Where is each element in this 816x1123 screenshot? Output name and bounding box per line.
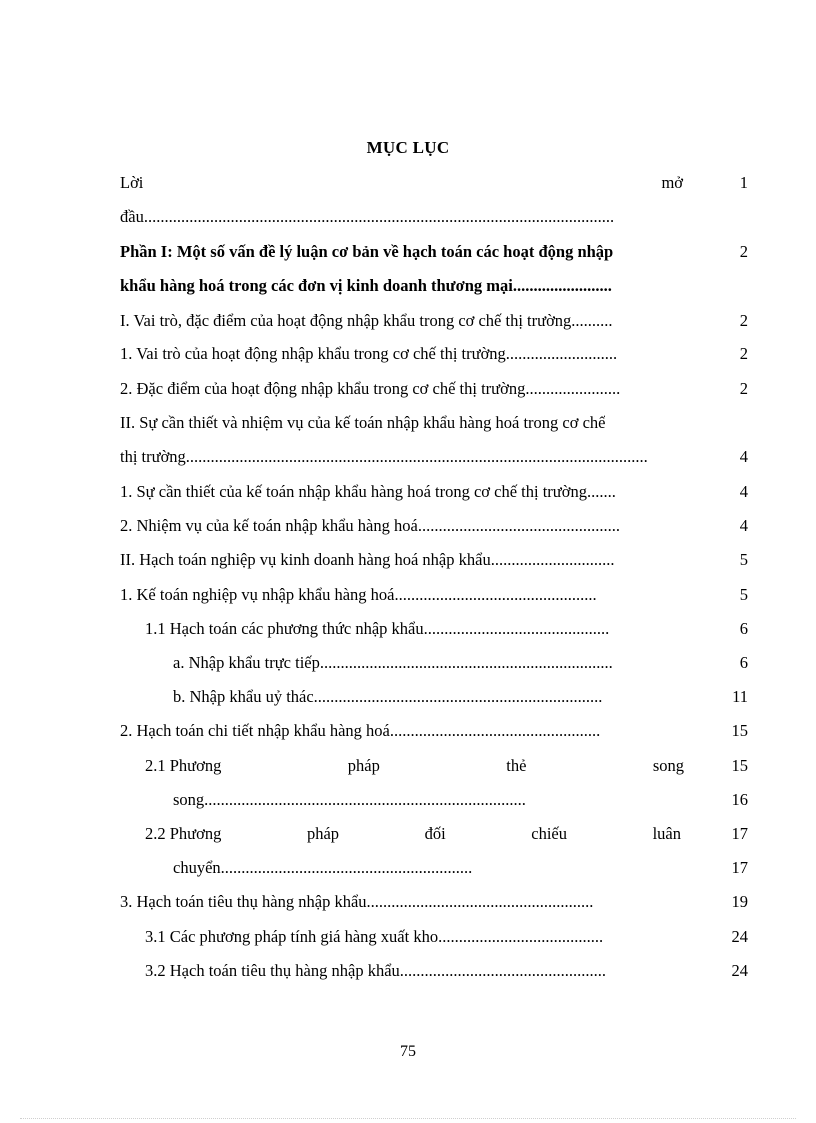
toc-page-number: 4 <box>739 482 748 501</box>
toc-entry-text: chiếu <box>531 824 567 843</box>
toc-page-number: 2 <box>739 344 748 363</box>
toc-entry-text: 1. Sự cần thiết của kế toán nhập khẩu hàng hoá trong cơ chế thị trường....... <box>120 482 616 501</box>
toc-entry-text: 1. Kế toán nghiệp vụ nhập khẩu hàng hoá................................................. <box>120 585 597 604</box>
toc-page-number: 16 <box>731 790 748 809</box>
page-number: 75 <box>400 1043 416 1060</box>
toc-entry-text: khẩu hàng hoá trong các đơn vị kinh doanh thương mại........................ <box>120 276 612 295</box>
toc-entry <box>0 959 816 983</box>
toc-entry-text: a. Nhập khẩu trực tiếp....................................................................... <box>173 653 613 672</box>
toc-page-number: 1 <box>739 173 748 192</box>
toc-entry-text: 3.1 Các phương pháp tính giá hàng xuất kho........................................ <box>145 927 604 946</box>
toc-entry <box>0 342 816 366</box>
toc-entry-text: thị trường................................................................................................................ <box>120 447 648 466</box>
toc-entry-text: 2.2 Phương <box>145 824 222 843</box>
toc-page-number: 15 <box>731 721 748 740</box>
toc-entry <box>0 583 816 607</box>
toc-entry <box>0 309 816 333</box>
toc-entry-text: 3.2 Hạch toán tiêu thụ hàng nhập khẩu.................................................. <box>145 961 607 980</box>
page-bottom-divider <box>20 1118 796 1119</box>
toc-page-number: 2 <box>739 311 748 330</box>
toc-entry <box>0 171 816 195</box>
toc-page-number: 24 <box>731 927 748 946</box>
toc-entry <box>0 445 816 469</box>
toc-entry <box>0 651 816 675</box>
toc-entry-text: I. Vai trò, đặc điểm của hoạt động nhập khẩu trong cơ chế thị trường.......... <box>120 311 613 330</box>
toc-page-number: 17 <box>731 858 748 877</box>
toc-title: MỤC LỤC <box>366 138 450 157</box>
toc-page-number: 19 <box>731 892 748 911</box>
toc-entry <box>0 240 816 264</box>
toc-entry <box>0 617 816 641</box>
toc-entry <box>0 685 816 709</box>
toc-entry <box>0 822 816 846</box>
toc-entry-text: 1. Vai trò của hoạt động nhập khẩu trong cơ chế thị trường........................... <box>120 344 618 363</box>
toc-page-number: 5 <box>739 550 748 569</box>
toc-entry-text: 1.1 Hạch toán các phương thức nhập khẩu............................................. <box>145 619 610 638</box>
toc-entry <box>0 925 816 949</box>
toc-page-number: 2 <box>739 379 748 398</box>
toc-entry <box>0 274 816 298</box>
toc-entry-text: thẻ <box>506 756 527 775</box>
toc-entry-text: II. Sự cần thiết và nhiệm vụ của kế toán nhập khẩu hàng hoá trong cơ chế <box>120 413 606 432</box>
toc-entry <box>0 514 816 538</box>
toc-page-number: 6 <box>739 653 748 672</box>
toc-entry <box>0 788 816 812</box>
toc-entry-text: song.............................................................................. <box>173 790 526 809</box>
toc-entry-text: 2. Đặc điểm của hoạt động nhập khẩu trong cơ chế thị trường....................... <box>120 379 621 398</box>
toc-entry <box>0 548 816 572</box>
toc-entry <box>0 377 816 401</box>
toc-entry <box>0 480 816 504</box>
toc-entry <box>0 205 816 229</box>
toc-entry-text: mở <box>661 173 683 192</box>
toc-entry-text: 2. Hạch toán chi tiết nhập khẩu hàng hoá................................................... <box>120 721 601 740</box>
toc-entry <box>0 719 816 743</box>
toc-entry-text: b. Nhập khẩu uỷ thác...................................................................... <box>173 687 603 706</box>
toc-page-number: 2 <box>739 242 748 261</box>
toc-entry-text: 3. Hạch toán tiêu thụ hàng nhập khẩu....................................................... <box>120 892 594 911</box>
toc-entry <box>0 411 816 435</box>
toc-page-number: 11 <box>732 687 748 706</box>
toc-page-number: 5 <box>739 585 748 604</box>
toc-entry-text: 2. Nhiệm vụ của kế toán nhập khẩu hàng hoá................................................. <box>120 516 620 535</box>
toc-entry <box>0 890 816 914</box>
toc-page-number: 17 <box>731 824 748 843</box>
toc-entry-text: luân <box>652 824 681 843</box>
toc-page-number: 6 <box>739 619 748 638</box>
toc-entry-text: II. Hạch toán nghiệp vụ kinh doanh hàng hoá nhập khẩu.............................. <box>120 550 615 569</box>
toc-page-number: 15 <box>731 756 748 775</box>
toc-entry-text: pháp <box>306 824 340 843</box>
toc-entry <box>0 754 816 778</box>
toc-page-number: 4 <box>739 447 748 466</box>
toc-page-number: 4 <box>739 516 748 535</box>
toc-entry-text: pháp <box>347 756 380 775</box>
toc-entry-text: song <box>652 756 684 775</box>
toc-entry-text: đối <box>424 824 446 843</box>
toc-entry-text: đầu.................................................................................................................. <box>120 207 615 226</box>
toc-entry-text: chuyển............................................................. <box>173 858 473 877</box>
toc-entry <box>0 856 816 880</box>
toc-entry-text: 2.1 Phương <box>145 756 222 775</box>
toc-page-number: 24 <box>731 961 748 980</box>
toc-entry-text: Phần I: Một số vấn đề lý luận cơ bản về hạch toán các hoạt động nhập <box>120 242 614 261</box>
toc-entry-text: Lời <box>120 173 144 192</box>
